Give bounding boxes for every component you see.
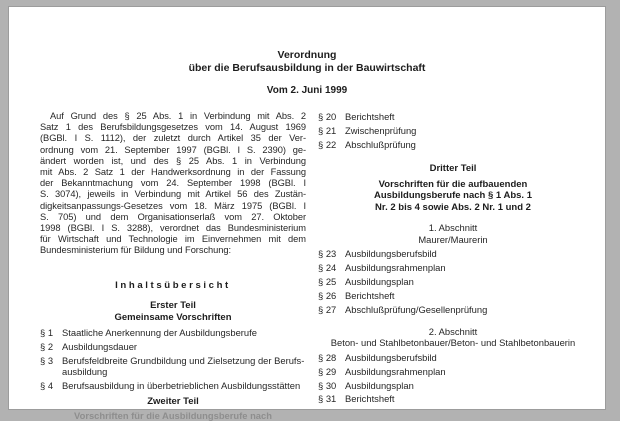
toc-item-num: § 4: [40, 380, 54, 392]
toc-item-num: § 28: [318, 351, 337, 363]
toc-item-num: § 25: [318, 275, 337, 287]
part1-heading: Erster Teil: [150, 299, 196, 311]
preamble-paragraph: [40, 111, 306, 257]
toc-item: [318, 352, 588, 363]
toc-item: [318, 290, 588, 301]
document-header: [9, 7, 605, 96]
preamble-line: 1998 (BGBl. I S. 3288), verordnet das Bundesministerium: [40, 223, 306, 234]
toc-item-text: Staatliche Anerkennung der Ausbildungsberufe: [62, 327, 257, 339]
section1-toc-list: [318, 248, 588, 315]
toc-item: [40, 327, 306, 338]
toc-item-num: § 1: [40, 327, 54, 339]
toc-item-text: Ausbildungsplan: [345, 379, 414, 391]
toc-item-text: Ausbildungsrahmenplan: [345, 262, 446, 273]
toc-item-num: § 22: [318, 138, 337, 150]
two-column-layout: [9, 111, 605, 421]
part3-heading: Dritter Teil: [429, 163, 477, 175]
toc-item-num: § 20: [318, 111, 337, 122]
toc-item-num: § 3: [40, 354, 54, 366]
preamble-line: für Wirtschaft und Technologie im Einvernehmen mit dem: [40, 234, 306, 245]
section1-heading: 1. Abschnitt: [428, 222, 478, 234]
toc-item-text: Ausbildungsdauer: [62, 340, 138, 352]
section2-toc-list: [318, 352, 588, 405]
preamble-line: ändert worden ist, und des § 25 Abs. 1 in Verbindung: [40, 155, 306, 166]
toc-item: [318, 380, 588, 391]
part1-subheading: Gemeinsame Vorschriften: [114, 311, 232, 323]
document-date: Vom 2. Juni 1999: [266, 85, 348, 96]
section2-name: Beton- und Stahlbetonbauer/Beton- und Stahlbetonbauerin: [330, 337, 576, 349]
toc-item-text: Zwischenprüfung: [345, 124, 417, 136]
toc-item-num: § 24: [318, 262, 337, 273]
toc-item-text: Berichtsheft: [345, 393, 395, 405]
toc-heading: Inhaltsübersicht: [115, 279, 231, 291]
toc-item-text: Ausbildungsberufsbild: [345, 351, 437, 363]
part2-toc-list-continued: [318, 111, 588, 150]
preamble-line: Auf Grund des § 25 Abs. 1 in Verbindung mit Abs. 2: [50, 111, 306, 121]
right-column: [318, 111, 588, 414]
toc-item-text: Ausbildungsberufsbild: [345, 248, 437, 260]
preamble-line: mit Abs. 2 Satz 1 der Handwerksordnung in der Fassung: [40, 167, 306, 178]
toc-item-num: § 31: [318, 393, 337, 405]
toc-item-text: Berufsfeldbreite Grundbildung und Zielsetzung der Berufsausbildung: [62, 354, 305, 378]
preamble-line: ordnung vom 21. September 1997 (BGBl. I S. 2390) ge-: [40, 144, 306, 155]
toc-item: [40, 341, 306, 352]
toc-item-text: Berichtsheft: [345, 111, 395, 122]
preamble-line: digkeitsanpassungs-Gesetzes vom 18. März 1975 (BGBl. I: [40, 200, 306, 211]
part3-subheading-line: Nr. 2 bis 4 sowie Abs. 2 Nr. 1 und 2: [375, 201, 531, 213]
toc-item-num: § 27: [318, 303, 337, 315]
toc-item: [318, 366, 588, 377]
preamble-line: der Bekanntmachung vom 24. September 1998 (BGBl. I: [40, 178, 306, 189]
part2-subheading-clipped: Vorschriften für die Ausbildungsberufe nach: [74, 410, 272, 421]
preamble-line: S. 3074), jeweils in Verbindung mit Artikel 56 des Zustän-: [40, 189, 306, 200]
part3-subheading: [318, 179, 588, 213]
toc-item-num: § 29: [318, 365, 337, 377]
left-column: [40, 111, 306, 421]
toc-item-num: § 21: [318, 124, 337, 136]
preamble-line: Bundesministerium für Bildung und Forschung:: [40, 245, 232, 256]
toc-item-num: § 2: [40, 340, 54, 352]
section1-name: Maurer/Maurerin: [418, 233, 488, 245]
toc-item: [318, 276, 588, 287]
toc-item: [318, 125, 588, 136]
document-title-line1: Verordnung: [277, 49, 337, 61]
toc-item: [318, 139, 588, 150]
document-title-line2: über die Berufsausbildung in der Bauwirtschaft: [188, 62, 426, 74]
part2-heading: Zweiter Teil: [147, 396, 199, 408]
preamble-line: Satz 1 des Berufsbildungsgesetzes vom 14. August 1969: [40, 122, 306, 133]
toc-item-text: Abschlußprüfung: [345, 138, 416, 150]
toc-item: [318, 248, 588, 259]
toc-item-text: Berichtsheft: [345, 289, 395, 301]
preamble-line: (BGBl. I S. 1112), der zuletzt durch Artikel 35 der Ver-: [40, 133, 306, 144]
part3-subheading-line: Ausbildungsberufe nach § 1 Abs. 1: [373, 190, 532, 202]
toc-item-text: Ausbildungsrahmenplan: [345, 365, 446, 377]
document-page: [8, 6, 606, 421]
part3-subheading-line: Vorschriften für die aufbauenden: [378, 179, 528, 191]
toc-item-text: Ausbildungsplan: [345, 275, 414, 287]
toc-item-text: Abschlußprüfung/Gesellenprüfung: [345, 303, 488, 315]
toc-item: [318, 393, 588, 404]
part1-toc-list: [40, 327, 306, 391]
toc-item-num: § 23: [318, 248, 337, 260]
toc-item-num: § 26: [318, 289, 337, 301]
toc-item: [318, 262, 588, 273]
toc-item-text: Berufsausbildung in überbetrieblichen Ausbildungsstätten: [62, 380, 301, 392]
section2-heading: 2. Abschnitt: [428, 325, 478, 337]
preamble-line: S. 705) und dem Organisationserlaß vom 27. Oktober: [40, 211, 306, 222]
toc-item: [318, 304, 588, 315]
toc-item: [40, 355, 306, 378]
toc-item-num: § 30: [318, 379, 337, 391]
toc-item: [318, 111, 588, 122]
toc-item: [40, 380, 306, 391]
